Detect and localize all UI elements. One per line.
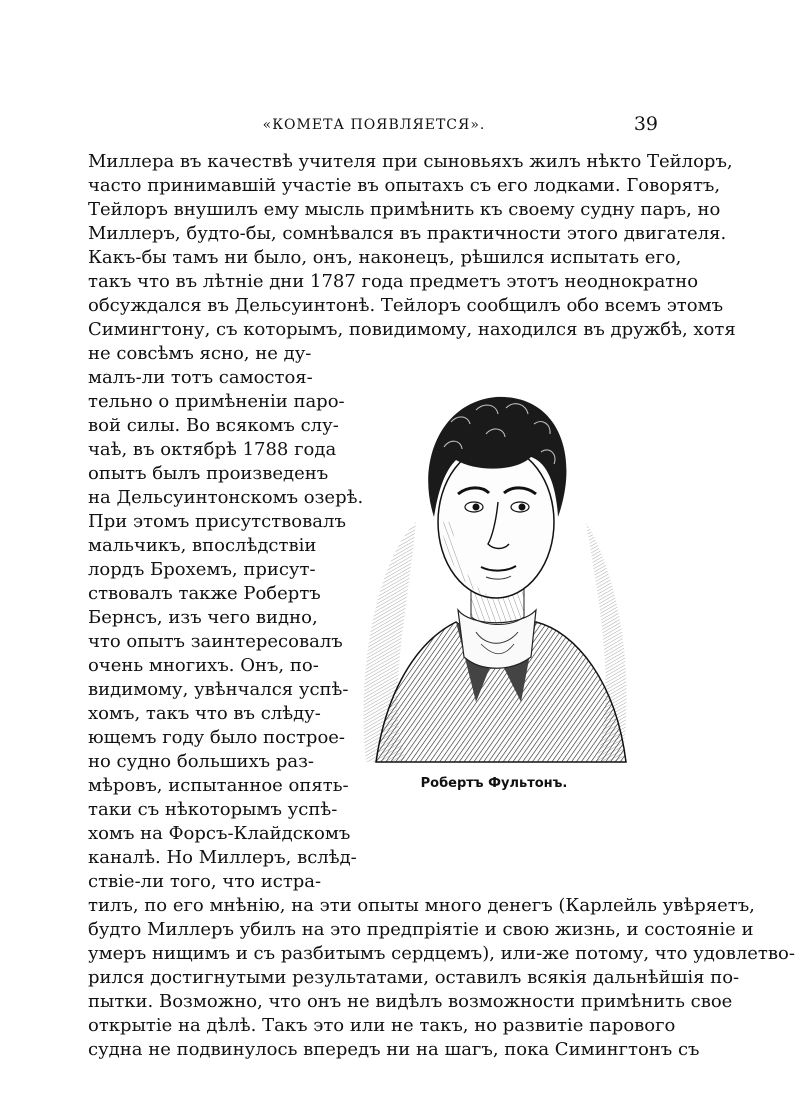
text-line: тельно о примѣненіи паро- <box>88 391 345 412</box>
text-line: будто Миллеръ убилъ на это предпріятіе и свою жизнь, и состояніе и <box>88 919 754 940</box>
page-number: 39 <box>633 113 658 135</box>
text-line: чаѣ, въ октябрѣ 1788 года <box>88 439 337 460</box>
text-line: Симингтону, съ которымъ, повидимому, находился въ дружбѣ, хотя <box>88 319 736 340</box>
text-line: такъ что въ лѣтніе дни 1787 года предметъ этотъ неоднократно <box>88 271 699 292</box>
text-line: умеръ нищимъ и съ разбитымъ сердцемъ), или-же потому, что удовлетво- <box>88 943 795 964</box>
text-line: Миллера въ качествѣ учителя при сыновьяхъ жилъ нѣкто Тейлоръ, <box>88 151 733 172</box>
text-line: но судно большихъ раз- <box>88 751 314 772</box>
text-line: часто принимавшій участіе въ опытахъ съ его лодками. Говорятъ, <box>88 175 721 196</box>
page-header <box>0 113 748 141</box>
text-line: пытки. Возможно, что онъ не видѣлъ возможности примѣнить свое <box>88 991 733 1012</box>
text-line: видимому, увѣнчался успѣ- <box>88 679 349 700</box>
text-line: обсуждался въ Дельсуинтонѣ. Тейлоръ сообщилъ обо всемъ этомъ <box>88 295 724 316</box>
text-line: не совсѣмъ ясно, не ду- <box>88 343 312 364</box>
portrait-illustration <box>346 372 642 762</box>
text-line: таки съ нѣкоторымъ успѣ- <box>88 799 338 820</box>
text-line: ствіе-ли того, что истра- <box>88 871 322 892</box>
text-line: Тейлоръ внушилъ ему мысль примѣнить къ своему судну паръ, но <box>88 199 721 220</box>
figure-caption: Робертъ Фультонъ. <box>420 776 568 791</box>
text-line: хомъ на Форсъ-Клайдскомъ <box>88 823 351 844</box>
text-line: ствовалъ также Робертъ <box>88 583 321 604</box>
text-line: судна не подвинулось впередъ ни на шагъ, пока Симингтонъ съ <box>88 1039 700 1060</box>
text-line: лордъ Брохемъ, присут- <box>88 559 316 580</box>
text-line: Какъ-бы тамъ ни было, онъ, наконецъ, рѣшился испытать его, <box>88 247 682 268</box>
text-line: опытъ былъ произведенъ <box>88 463 329 484</box>
portrait-engraving <box>346 372 642 762</box>
text-line: что опытъ заинтересовалъ <box>88 631 343 652</box>
text-line: хомъ, такъ что въ слѣду- <box>88 703 321 724</box>
text-line: При этомъ присутствовалъ <box>88 511 346 532</box>
text-line: Бернсъ, изъ чего видно, <box>88 607 318 628</box>
text-line: вой силы. Во всякомъ слу- <box>88 415 339 436</box>
text-line: на Дельсуинтонскомъ озерѣ. <box>88 487 364 508</box>
text-line: малъ-ли тотъ самостоя- <box>88 367 313 388</box>
text-line: каналѣ. Но Миллеръ, вслѣд- <box>88 847 357 868</box>
text-line: Миллеръ, будто-бы, сомнѣвался въ практичности этого двигателя. <box>88 223 727 244</box>
text-line: открытіе на дѣлѣ. Такъ это или не такъ, но развитіе парового <box>88 1015 676 1036</box>
text-line: рился достигнутыми результатами, оставилъ всякія дальнѣйшія по- <box>88 967 740 988</box>
text-line: тилъ, по его мнѣнію, на эти опыты много денегъ (Карлейль увѣряетъ, <box>88 895 755 916</box>
text-line: ющемъ году было построе- <box>88 727 346 748</box>
text-line: мальчикъ, впослѣдствіи <box>88 535 317 556</box>
text-line: мѣровъ, испытанное опять- <box>88 775 349 796</box>
running-title: «КОМЕТА ПОЯВЛЯЕТСЯ». <box>262 117 486 133</box>
text-line: очень многихъ. Онъ, по- <box>88 655 319 676</box>
